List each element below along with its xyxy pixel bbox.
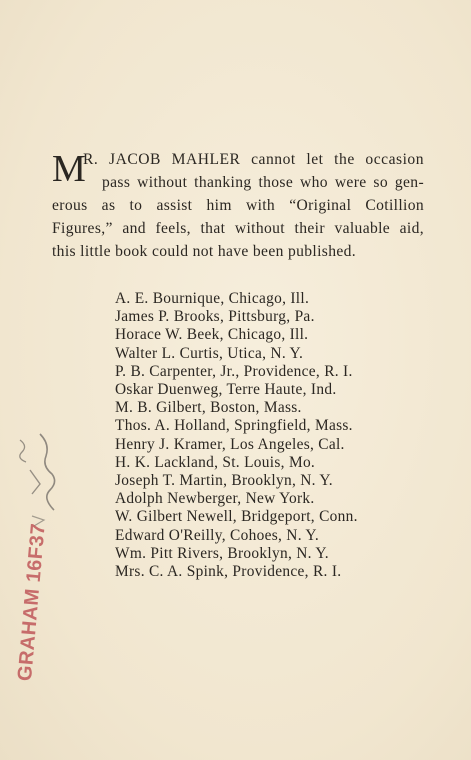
acknowledgement-paragraph	[52, 148, 424, 263]
paragraph-line-5: this little book could not have been published.	[52, 243, 357, 260]
contributor-name: Joseph T. Martin, Brooklyn, N. Y.	[115, 472, 333, 490]
contributor-name: Henry J. Kramer, Los Angeles, Cal.	[115, 435, 345, 453]
paragraph-line-3: erous as to assist him with “Original Cotillion	[52, 197, 424, 214]
paragraph-line-1: R. JACOB MAHLER cannot let the occasion	[83, 151, 424, 168]
contributor-name: P. B. Carpenter, Jr., Providence, R. I.	[115, 362, 353, 380]
contributor-name: W. Gilbert Newell, Bridgeport, Conn.	[115, 508, 358, 526]
drop-cap-letter: M	[52, 148, 87, 190]
contributor-name: M. B. Gilbert, Boston, Mass.	[115, 399, 302, 417]
contributor-list	[115, 290, 358, 581]
contributor-name: Wm. Pitt Rivers, Brooklyn, N. Y.	[115, 544, 329, 562]
contributor-name: James P. Brooks, Pittsburg, Pa.	[115, 308, 315, 326]
contributor-name: Adolph Newberger, New York.	[115, 490, 315, 508]
paragraph-line-2: pass without thanking those who were so gen-	[102, 174, 424, 191]
library-shelfmark-stamp: GRAHAM 16F37	[14, 522, 50, 682]
contributor-name: Horace W. Beek, Chicago, Ill.	[115, 326, 309, 344]
contributor-name: Walter L. Curtis, Utica, N. Y.	[115, 344, 304, 362]
contributor-name: Mrs. C. A. Spink, Providence, R. I.	[115, 563, 342, 581]
contributor-name: Oskar Duenweg, Terre Haute, Ind.	[115, 381, 337, 399]
contributor-name: A. E. Bournique, Chicago, Ill.	[115, 290, 310, 307]
contributor-name: H. K. Lackland, St. Louis, Mo.	[115, 453, 316, 471]
contributor-name: Thos. A. Holland, Springfield, Mass.	[115, 417, 353, 435]
contributor-name: Edward O'Reilly, Cohoes, N. Y.	[115, 526, 319, 544]
paragraph-line-4: Figures,” and feels, that without their valuable aid,	[52, 220, 424, 237]
